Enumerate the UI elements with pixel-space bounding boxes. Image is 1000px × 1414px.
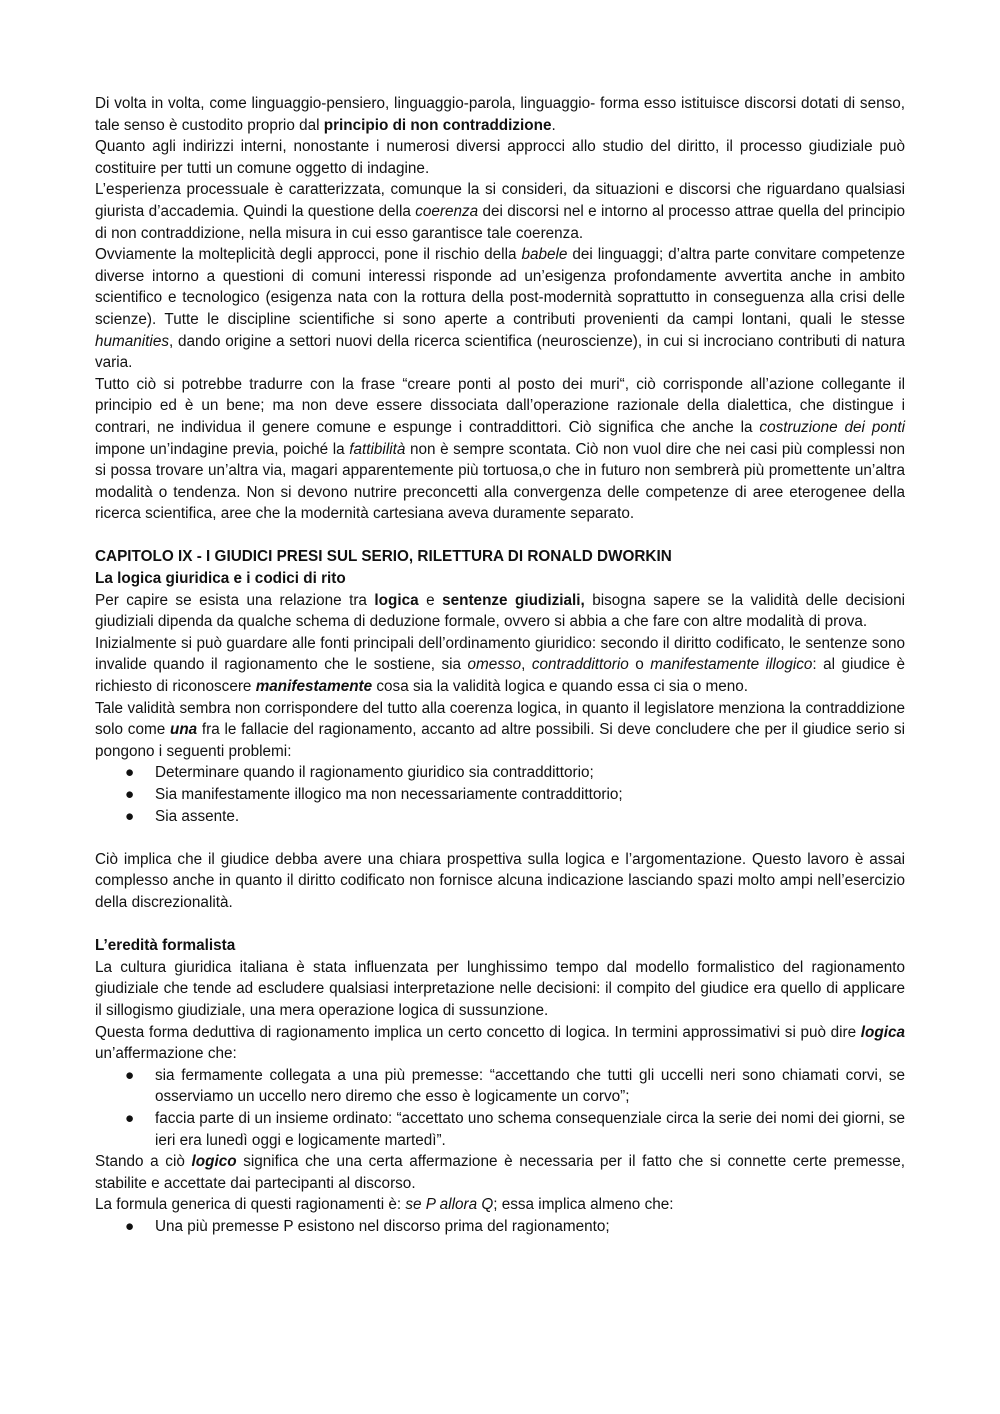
paragraph-cultura-giuridica: La cultura giuridica italiana è stata influenzata per lunghissimo tempo dal modello formalistico del ragionamento giudiziale che tende ad escludere qualsiasi interpretazione nelle decisioni: il compito del giudice era quello di applicare il sillogismo giudiziale, una mera operazione logica di sussunzione. <box>95 958 905 1019</box>
paragraph-formula: La formula generica di questi ragionamenti è: se P allora Q; essa implica almeno che: <box>95 1196 674 1214</box>
bullet-icon: ● <box>125 764 135 782</box>
chapter-title: CAPITOLO IX - I GIUDICI PRESI SUL SERIO, RILETTURA DI RONALD DWORKIN <box>95 548 672 566</box>
bullet-icon: ● <box>125 1066 135 1084</box>
section-title-eredita-formalista: L’eredità formalista <box>95 937 236 955</box>
document-page <box>95 93 905 1237</box>
list-item: ● Sia manifestamente illogico ma non necessariamente contraddittorio; <box>95 784 905 806</box>
paragraph-validita: Tale validità sembra non corrispondere del tutto alla coerenza logica, in quanto il legislatore menziona la contraddizione solo come una fra le fallacie del ragionamento, accanto ad altre possibili. Si deve concludere che per il giudice serio si pongono i seguenti problemi: <box>95 699 906 760</box>
bold-term: principio di non contraddizione <box>323 116 552 134</box>
bullet-icon: ● <box>125 807 135 825</box>
paragraph-relazione: Per capire se esista una relazione tra logica e sentenze giudiziali, bisogna sapere se la validità delle decisioni giudiziali dipenda da qualche schema di deduzione formale, ovvero si abbia a che fare con altre modalità di prova. <box>95 591 906 631</box>
paragraph-linguaggio: Di volta in volta, come linguaggio-pensiero, linguaggio-parola, linguaggio- forma esso istituisce discorsi dotati di senso, tale senso è custodito proprio dal principio di non contraddizione. <box>95 95 905 134</box>
list-item: ● Determinare quando il ragionamento giuridico sia contraddittorio; <box>95 762 905 784</box>
section-title-logica-giuridica: La logica giuridica e i codici di rito <box>95 570 346 588</box>
spacer <box>95 525 905 547</box>
paragraph-molteplicita: Ovviamente la molteplicità degli approcci, pone il rischio della babele dei linguaggi; d’altra parte convitare competenze diverse intorno a questioni di comuni interessi risponde ad un’esigenza profondamente avvertita anche in ambito scientifico e tecnologico (esigenza nata con la rottura della post-modernità soprattutto in conseguenza alla crisi delle scienze). Tutte le discipline scientifiche si sono aperte a contributi provenienti da campi lontani, quali le stesse humanities, dando origine a settori nuovi della ricerca scientifica (neuroscienze), in cui si incrociano contributi di natura varia. <box>95 246 905 372</box>
spacer <box>95 914 905 936</box>
paragraph-esperienza: L’esperienza processuale è caratterizzata, comunque la si consideri, da situazioni e discorsi che riguardano qualsiasi giurista d’accademia. Quindi la questione della coerenza dei discorsi nel e intorno al processo attrae quella del principio di non contraddizione, nella misura in cui esso garantisce tale coerenza. <box>95 181 905 242</box>
paragraph-ponti: Tutto ciò si potrebbe tradurre con la frase “creare ponti al posto dei muri“, ciò corrisponde all’azione collegante il principio ed è un bene; ma non deve essere dissociata dall’operazione razionale della dialettica, che distingue i contrari, ne individua il genere comune e espunge i contraddittori. Ciò significa che anche la costruzione dei ponti impone un’indagine previa, poiché la fattibilità non è sempre scontata. Ciò non vuol dire che nei casi più complessi non si possa trovare un’altra via, magari apparentemente più tortuosa,o che in futuro non sembrerà più promettente un’altra modalità o tendenza. Non si devono nutrire preconcetti alla convergenza delle competenze di aree eterogenee della ricerca scientifica, aree che la modernità cartesiana aveva duramente separato. <box>95 375 905 523</box>
list-item: ● Una più premesse P esistono nel discorso prima del ragionamento; <box>95 1216 905 1238</box>
spacer <box>95 827 905 849</box>
problems-list <box>95 762 905 827</box>
premise-list <box>95 1216 905 1238</box>
paragraph-logico: Stando a ciò logico significa che una certa affermazione è necessaria per il fatto che si connette certe premesse, stabilite e accettate dai partecipanti al discorso. <box>95 1153 905 1192</box>
bullet-icon: ● <box>125 1109 135 1127</box>
list-item: ● sia fermamente collegata a una più premesse: “accettando che tutti gli uccelli neri sono chiamati corvi, se osserviamo un uccello nero diremo che esso è logicamente un corvo”; <box>125 1066 905 1106</box>
bullet-icon: ● <box>125 786 135 803</box>
bullet-icon: ● <box>125 1217 135 1235</box>
paragraph-prospettiva: Ciò implica che il giudice debba avere una chiara prospettiva sulla logica e l’argomentazione. Questo lavoro è assai complesso anche in quanto il diritto codificato non fornisce alcuna indicazione lasciando spazi molto ampi nell’esercizio della discrezionalità. <box>95 850 905 911</box>
list-item: ● Sia assente. <box>95 806 905 828</box>
paragraph-fonti: Inizialmente si può guardare alle fonti principali dell’ordinamento giuridico: secondo il diritto codificato, le sentenze sono invalide quando il ragionamento che le sostiene, sia omesso, contraddittorio o manifestamente illogico: al giudice è richiesto di riconoscere manifestamente cosa sia la validità logica e quando essa ci sia o meno. <box>95 634 906 696</box>
list-item: ● faccia parte di un insieme ordinato: “accettato uno schema consequenziale circa la serie dei nomi dei giorni, se ieri era lunedì oggi e logicamente martedì”. <box>125 1109 905 1149</box>
logic-definition-list <box>95 1065 905 1151</box>
paragraph-forma-deduttiva: Questa forma deduttiva di ragionamento implica un certo concetto di logica. In termini approssimativi si può dire logica un’affermazione che: <box>95 1023 905 1063</box>
paragraph-indirizzi: Quanto agli indirizzi interni, nonostante i numerosi diversi approcci allo studio del diritto, il processo giudiziale può costituire per tutti un comune oggetto di indagine. <box>95 138 905 177</box>
